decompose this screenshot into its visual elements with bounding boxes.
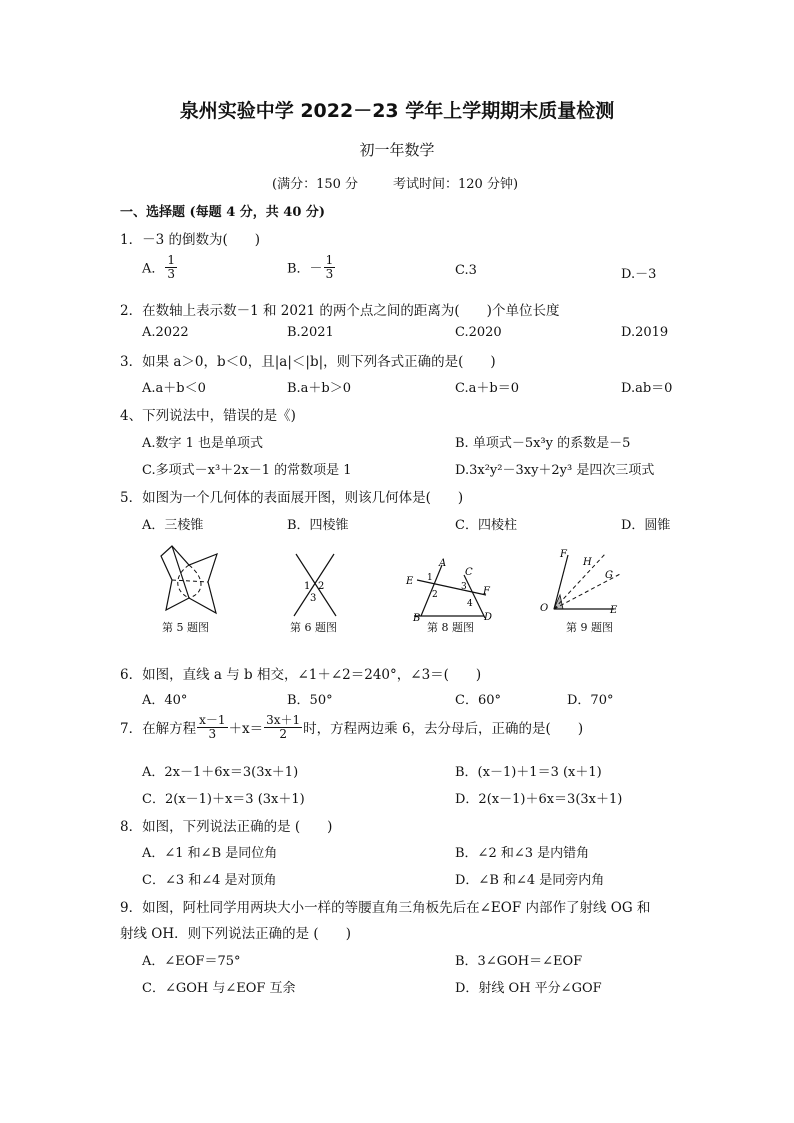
q2-option-d: D.2019: [621, 325, 669, 340]
fig8-label-a: A: [439, 558, 447, 569]
fig6-label-3: 3: [310, 593, 317, 604]
q9-option-b: B．3∠GOH＝∠EOF: [455, 954, 583, 969]
q7-option-b: B．(x－1)＋1＝3 (x＋1): [455, 765, 602, 780]
question-8: 8．如图，下列说法正确的是 ( ): [120, 819, 333, 835]
q6-option-c: C．60°: [455, 693, 501, 708]
q2-option-a: A.2022: [142, 325, 189, 340]
fig8-angle-2: 2: [432, 590, 438, 600]
q3-option-b: B.a＋b＞0: [287, 381, 352, 396]
q5-option-d: D．圆锥: [621, 518, 671, 533]
fig9-label-f: F: [560, 549, 567, 560]
fig9-label-e: E: [610, 605, 618, 616]
q1-option-b: B．－ $\frac{1}{3}$: [287, 253, 334, 281]
q1-option-c: C.3: [455, 263, 477, 278]
full-score: (满分：150 分: [272, 177, 359, 192]
q9-option-c: C．∠GOH 与∠EOF 互余: [142, 981, 296, 996]
q4-option-d: D.3x²y²－3xy＋2y³ 是四次三项式: [455, 463, 655, 478]
section-heading: 一、选择题 (每题 4 分，共 40 分): [120, 205, 326, 220]
q8-option-b: B．∠2 和∠3 是内错角: [455, 846, 590, 861]
figure-8-lines: [400, 555, 500, 623]
q4-option-c: C.多项式－x³＋2x－1 的常数项是 1: [142, 463, 352, 478]
figure-6-caption: 第 6 题图: [290, 621, 337, 634]
q9-option-a: A．∠EOF＝75°: [142, 954, 241, 969]
question-4: 4、下列说法中，错误的是《): [120, 408, 296, 424]
question-9-line-2: 射线 OH．则下列说法正确的是 ( ): [120, 926, 351, 942]
q6-option-d: D．70°: [567, 693, 614, 708]
question-2: 2．在数轴上表示数－1 和 2021 的两个点之间的距离为( )个单位长度: [120, 303, 560, 319]
fig8-label-d: D: [484, 612, 493, 623]
q3-option-a: A.a＋b＜0: [142, 381, 206, 396]
figure-8-caption: 第 8 题图: [427, 621, 474, 634]
fig8-angle-3: 3: [461, 582, 467, 592]
q7-option-d: D．2(x－1)＋6x＝3(3x＋1): [455, 792, 623, 807]
fig9-label-h: H: [583, 557, 592, 568]
fig8-angle-4: 4: [467, 599, 473, 609]
q3-option-d: D.ab＝0: [621, 381, 673, 396]
figure-5-net: [150, 543, 230, 617]
figure-5-caption: 第 5 题图: [162, 621, 209, 634]
fig9-label-g: G: [605, 570, 613, 581]
q3-option-c: C.a＋b＝0: [455, 381, 519, 396]
q8-option-c: C．∠3 和∠4 是对顶角: [142, 873, 277, 888]
q8-option-a: A．∠1 和∠B 是同位角: [142, 846, 278, 861]
exam-title: 泉州实验中学 2022－23 学年上学期期末质量检测: [179, 100, 615, 122]
q9-option-d: D．射线 OH 平分∠GOF: [455, 981, 602, 996]
figure-9-caption: 第 9 题图: [566, 621, 613, 634]
fig8-angle-1: 1: [427, 573, 433, 583]
q1-option-a: A． $\frac{1}{3}$: [142, 253, 176, 281]
question-7: 7．在解方程 $\frac{x-1}{3}$ ＋x＝ $\frac{3x+1}{2}$ 时，方程两边乘 6，去分母后，正确的是( ): [120, 713, 584, 741]
q2-option-c: C.2020: [455, 325, 502, 340]
figure-9-rays: [536, 545, 628, 617]
q6-option-a: A．40°: [142, 693, 188, 708]
fig8-label-e: E: [406, 576, 414, 587]
q7-option-a: A．2x－1＋6x＝3(3x＋1): [142, 765, 299, 780]
q7-option-c: C．2(x－1)＋x＝3 (3x＋1): [142, 792, 305, 807]
q4-option-b: B. 单项式－5x³y 的系数是－5: [455, 436, 631, 451]
fig8-label-b: B: [413, 613, 421, 623]
question-5: 5．如图为一个几何体的表面展开图，则该几何体是( ): [120, 490, 464, 506]
q4-option-a: A.数字 1 也是单项式: [142, 436, 264, 451]
q5-option-b: B．四棱锥: [287, 518, 349, 533]
q1-option-d: D.－3: [621, 267, 657, 282]
figure-6-intersecting-lines: [282, 550, 348, 620]
exam-time: 考试时间：120 分钟): [393, 177, 519, 192]
question-3: 3．如果 a＞0，b＜0，且|a|＜|b|，则下列各式正确的是( ): [120, 354, 496, 370]
question-9-line-1: 9．如图，阿杜同学用两块大小一样的等腰直角三角板先后在∠EOF 内部作了射线 OG 和: [120, 900, 651, 916]
fig6-label-2: 2: [318, 581, 325, 592]
q6-option-b: B．50°: [287, 693, 333, 708]
q5-option-c: C．四棱柱: [455, 518, 517, 533]
fig9-label-o: O: [540, 603, 549, 614]
fig6-label-1: 1: [304, 581, 311, 592]
q2-option-b: B.2021: [287, 325, 334, 340]
fig8-label-c: C: [465, 567, 473, 578]
q5-option-a: A．三棱锥: [142, 518, 204, 533]
question-1: 1．－3 的倒数为( ): [120, 232, 261, 248]
fig8-label-f: F: [483, 586, 490, 597]
question-6: 6．如图，直线 a 与 b 相交，∠1＋∠2＝240°，∠3＝( ): [120, 667, 482, 683]
exam-subtitle: 初一年数学: [359, 141, 435, 159]
q8-option-d: D．∠B 和∠4 是同旁内角: [455, 873, 605, 888]
